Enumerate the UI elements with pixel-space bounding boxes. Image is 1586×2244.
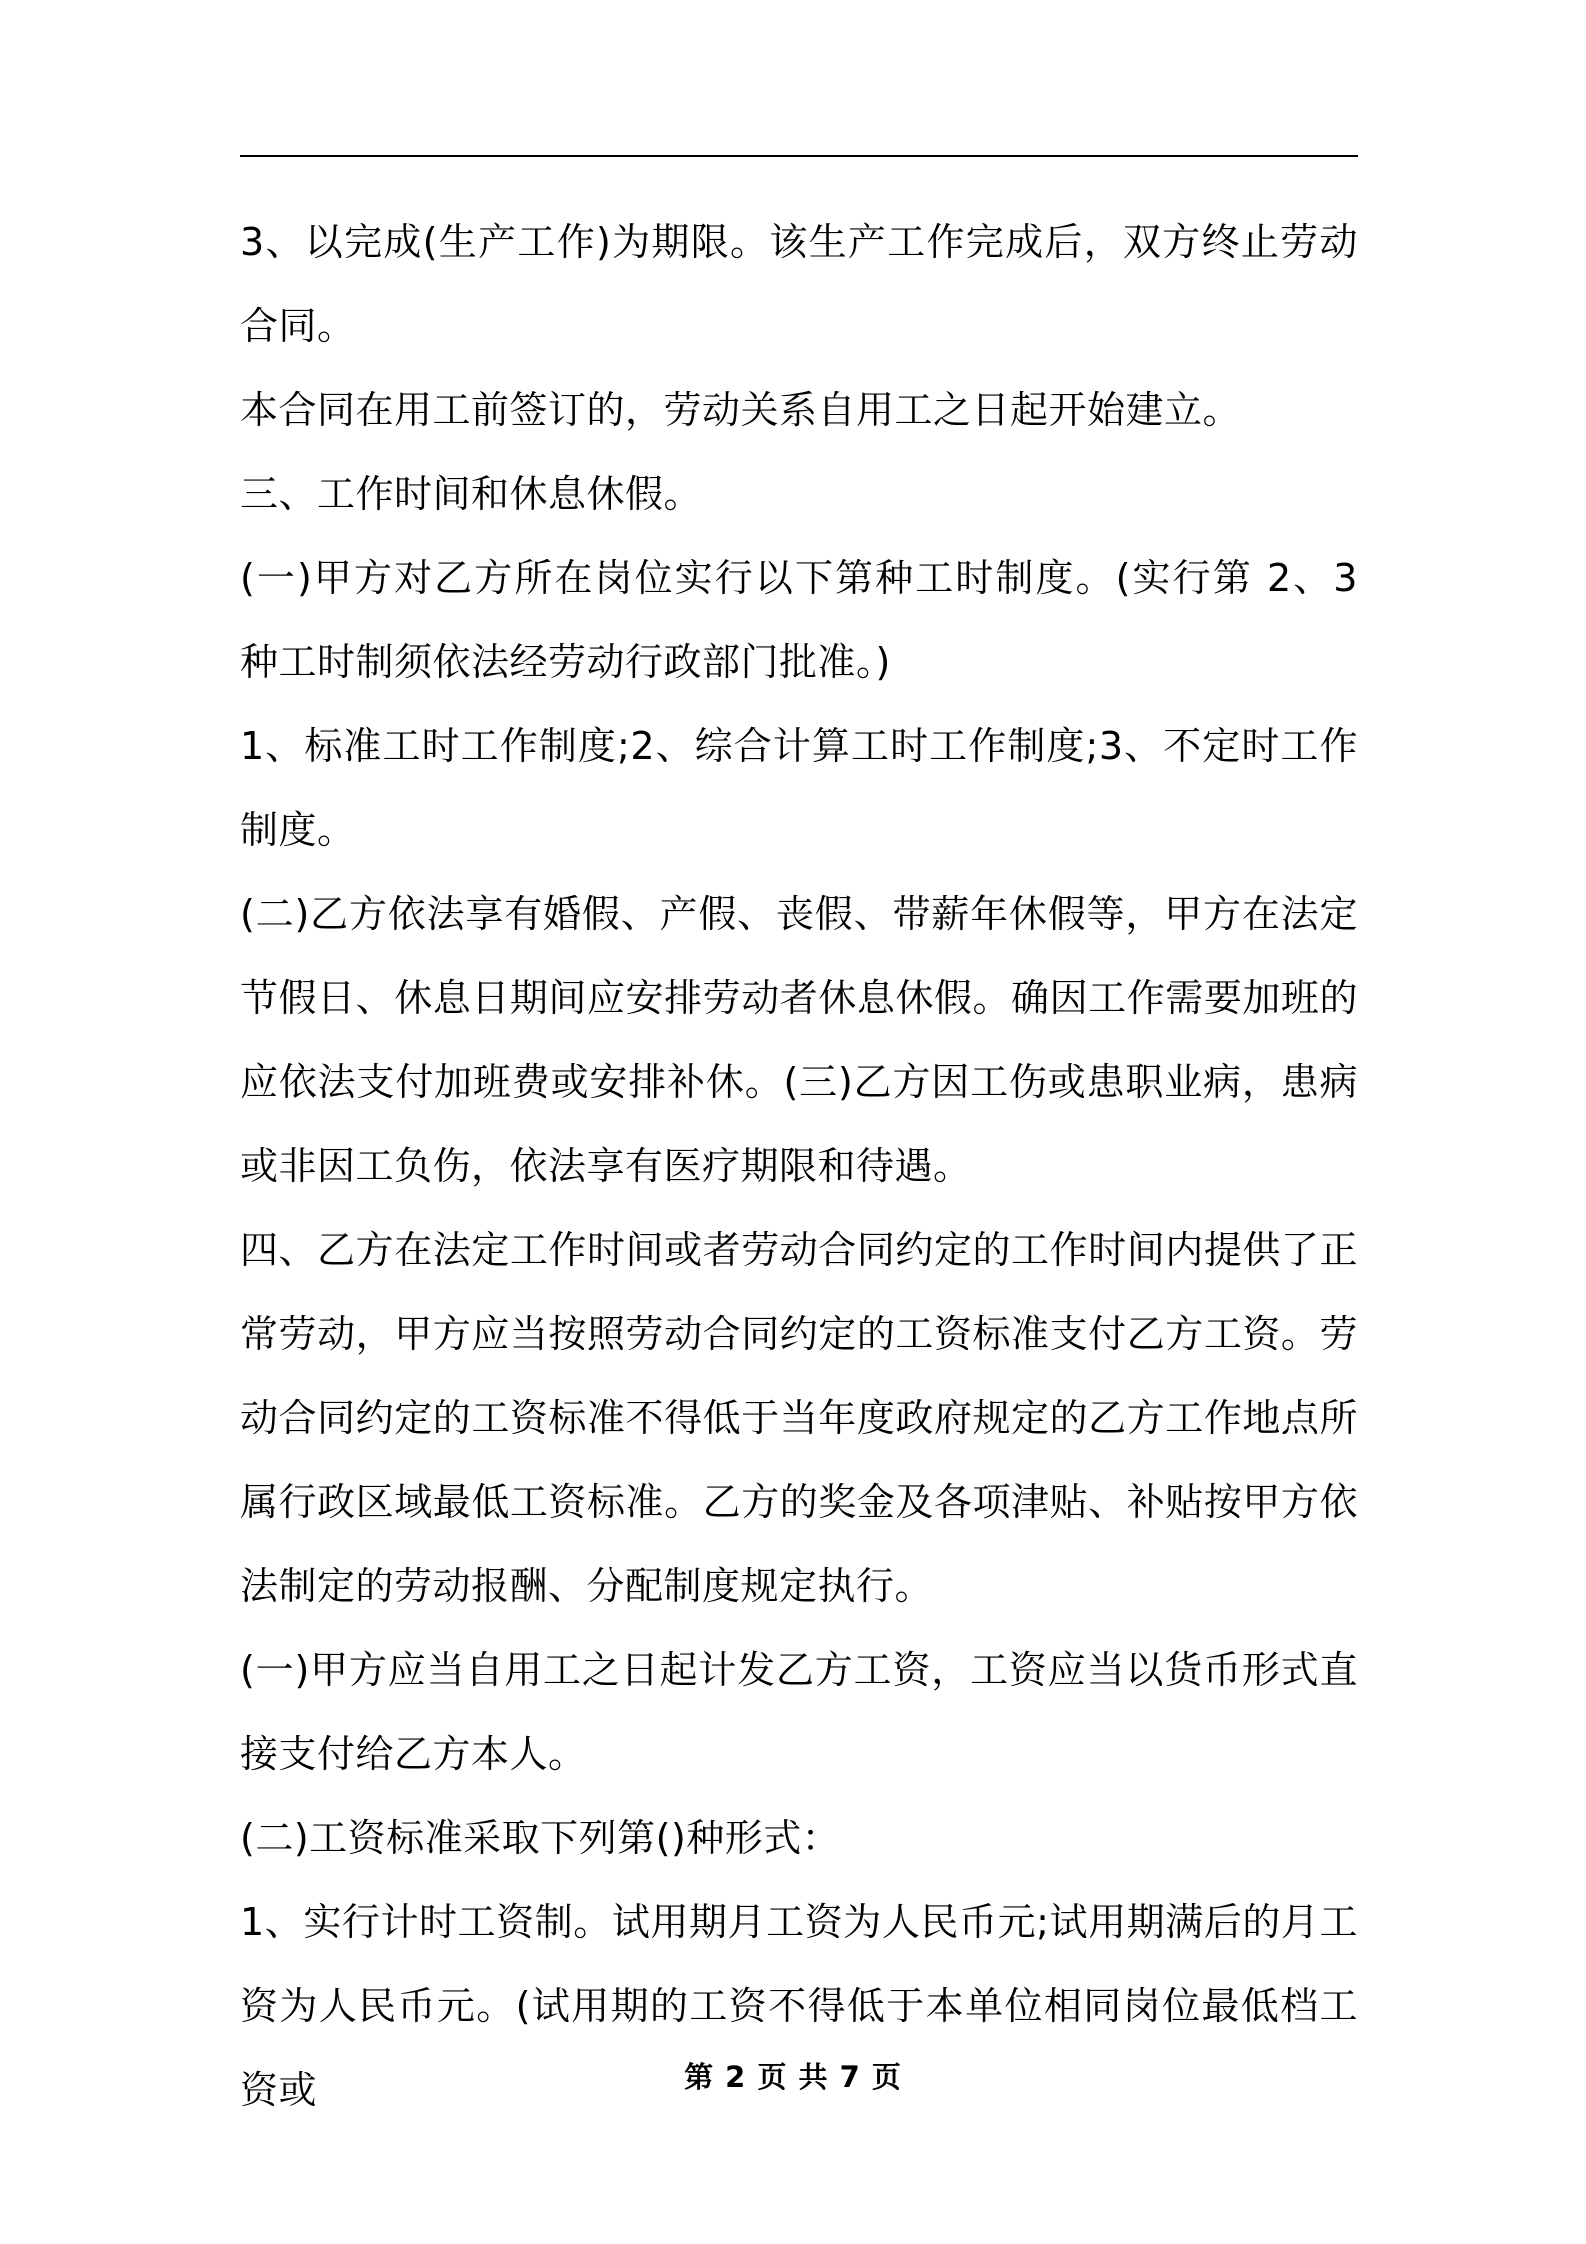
paragraph-contract-signing: 本合同在用工前签订的，劳动关系自用工之日起开始建立。 [240,388,1242,432]
paragraph-term-completion: 3、以完成(生产工作)为期限。该生产工作完成后，双方终止劳动合同。 [240,220,1358,348]
page-number-footer: 第 2 页 共 7 页 [684,2060,902,2094]
paragraph-hours-options: 1、标准工时工作制度;2、综合计算工时工作制度;3、不定时工作制度。 [240,724,1358,852]
paragraph-time-wage: 1、实行计时工资制。试用期月工资为人民币元;试用期满后的月工资为人民币元。(试用期的工资不得低于本单位相同岗位最低档工资或 [240,1900,1358,2112]
section-heading-working-hours: 三、工作时间和休息休假。 [240,472,703,516]
document-body [240,200,1358,2132]
paragraph-leave-rights: (二)乙方依法享有婚假、产假、丧假、带薪年休假等，甲方在法定节假日、休息日期间应安排劳动者休息休假。确因工作需要加班的应依法支付加班费或安排补休。(三)乙方因工伤或患职业病，患病或非因工负伤，依法享有医疗期限和待遇。 [240,892,1358,1188]
section-heading-wages: 四、乙方在法定工作时间或者劳动合同约定的工作时间内提供了正常劳动，甲方应当按照劳动合同约定的工资标准支付乙方工资。劳动合同约定的工资标准不得低于当年度政府规定的乙方工作地点所属行政区域最低工资标准。乙方的奖金及各项津贴、补贴按甲方依法制定的劳动报酬、分配制度规定执行。 [240,1228,1358,1608]
paragraph-wage-payment: (一)甲方应当自用工之日起计发乙方工资，工资应当以货币形式直接支付给乙方本人。 [240,1648,1358,1776]
header-divider [240,155,1358,157]
paragraph-working-hours-system: (一)甲方对乙方所在岗位实行以下第种工时制度。(实行第 2、3 种工时制须依法经劳动行政部门批准。) [240,556,1358,684]
paragraph-wage-form: (二)工资标准采取下列第()种形式： [240,1816,841,1860]
